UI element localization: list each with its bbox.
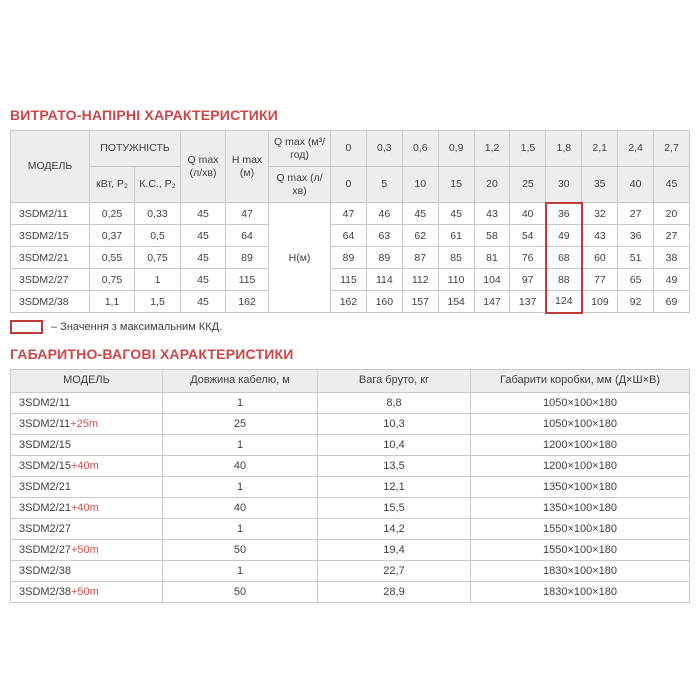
performance-row <box>11 203 690 225</box>
legend-text: – Значення з максимальним ККД. <box>51 320 223 333</box>
dimension-row <box>11 455 690 476</box>
box-dimensions-cell: 1200×100×180 <box>471 455 690 476</box>
flow-m3h-value: 0,6 <box>402 131 438 167</box>
qmax-cell: 45 <box>181 203 226 225</box>
flow-lmin-value: 45 <box>654 167 690 203</box>
head-value-cell: 27 <box>654 225 690 247</box>
flow-lmin-value: 20 <box>474 167 510 203</box>
cable-length-cell: 1 <box>163 518 318 539</box>
column-header: Вага бруто, кг <box>318 369 471 392</box>
header-row-1 <box>11 131 690 167</box>
head-value-cell: 63 <box>366 225 402 247</box>
cable-length-cell: 1 <box>163 434 318 455</box>
dimensions-table <box>10 369 690 603</box>
cable-length-cell: 1 <box>163 476 318 497</box>
head-value-cell: 157 <box>402 291 438 313</box>
power-hp-cell: 1,5 <box>135 291 181 313</box>
cable-suffix: +25m <box>70 417 98 430</box>
head-value-cell: 27 <box>618 203 654 225</box>
model-name: 3SDM2/21 <box>19 501 71 514</box>
cable-length-cell: 40 <box>163 455 318 476</box>
head-value-cell: 162 <box>331 291 367 313</box>
head-value-cell: 160 <box>366 291 402 313</box>
head-value-cell: 38 <box>654 247 690 269</box>
dimension-row <box>11 497 690 518</box>
head-value-cell: 68 <box>546 247 582 269</box>
column-header: Довжина кабелю, м <box>163 369 318 392</box>
flow-m3h-value: 2,4 <box>618 131 654 167</box>
max-efficiency-marker-icon <box>10 320 43 334</box>
power-hp-cell: 1 <box>135 269 181 291</box>
box-dimensions-cell: 1830×100×180 <box>471 581 690 602</box>
model-cell <box>11 581 163 602</box>
flow-lmin-value: 25 <box>510 167 546 203</box>
cable-suffix: +40m <box>70 501 99 514</box>
model-column-header: МОДЕЛЬ <box>11 131 90 203</box>
head-value-cell: 89 <box>331 247 367 269</box>
power-kw-cell: 1,1 <box>90 291 135 313</box>
head-value-cell: 65 <box>618 269 654 291</box>
hmax-column-header: H max (м) <box>226 131 269 203</box>
flow-lmin-value: 10 <box>402 167 438 203</box>
head-value-cell: 45 <box>402 203 438 225</box>
head-value-cell: 97 <box>510 269 546 291</box>
performance-table-header <box>11 131 690 203</box>
dimension-row <box>11 560 690 581</box>
model-name: 3SDM2/21 <box>19 480 71 493</box>
gross-weight-cell: 28,9 <box>318 581 471 602</box>
model-cell <box>11 497 163 518</box>
model-cell: 3SDM2/11 <box>11 203 90 225</box>
flow-lmin-value: 0 <box>331 167 367 203</box>
model-cell <box>11 518 163 539</box>
box-dimensions-cell: 1350×100×180 <box>471 497 690 518</box>
cable-length-cell: 50 <box>163 581 318 602</box>
head-value-cell: 137 <box>510 291 546 313</box>
head-value-cell: 58 <box>474 225 510 247</box>
model-cell <box>11 455 163 476</box>
power-hp-cell: 0,5 <box>135 225 181 247</box>
gross-weight-cell: 10,4 <box>318 434 471 455</box>
head-value-cell: 77 <box>582 269 618 291</box>
box-dimensions-cell: 1200×100×180 <box>471 434 690 455</box>
head-value-cell: 112 <box>402 269 438 291</box>
flow-m3h-value: 0,9 <box>438 131 474 167</box>
dimension-row <box>11 476 690 497</box>
dimension-row <box>11 413 690 434</box>
model-name: 3SDM2/15 <box>19 459 71 472</box>
dimension-row <box>11 392 690 413</box>
gross-weight-cell: 22,7 <box>318 560 471 581</box>
flow-m3h-value: 0,3 <box>366 131 402 167</box>
power-kw-header: кВт, P₂ <box>90 167 135 203</box>
flow-lmin-value: 15 <box>438 167 474 203</box>
gross-weight-cell: 8,8 <box>318 392 471 413</box>
box-dimensions-cell: 1050×100×180 <box>471 392 690 413</box>
head-value-cell: 88 <box>546 269 582 291</box>
hmax-cell: 47 <box>226 203 269 225</box>
flow-m3h-value: 2,7 <box>654 131 690 167</box>
head-value-cell: 104 <box>474 269 510 291</box>
head-value-cell: 43 <box>474 203 510 225</box>
head-value-cell: 36 <box>546 203 582 225</box>
head-value-cell: 109 <box>582 291 618 313</box>
cable-length-cell: 50 <box>163 539 318 560</box>
dimension-row <box>11 539 690 560</box>
cable-length-cell: 25 <box>163 413 318 434</box>
box-dimensions-cell: 1550×100×180 <box>471 539 690 560</box>
head-value-cell: 92 <box>618 291 654 313</box>
box-dimensions-cell: 1050×100×180 <box>471 413 690 434</box>
head-value-cell: 124 <box>546 291 582 313</box>
hmax-cell: 162 <box>226 291 269 313</box>
head-value-cell: 20 <box>654 203 690 225</box>
power-kw-cell: 0,75 <box>90 269 135 291</box>
model-cell <box>11 413 163 434</box>
performance-table <box>10 130 690 314</box>
performance-table-body <box>11 203 690 313</box>
flow-m3h-value: 1,8 <box>546 131 582 167</box>
cable-length-cell: 40 <box>163 497 318 518</box>
qmax-cell: 45 <box>181 247 226 269</box>
model-cell <box>11 434 163 455</box>
flow-lmin-value: 40 <box>618 167 654 203</box>
power-hp-cell: 0,33 <box>135 203 181 225</box>
head-value-cell: 115 <box>331 269 367 291</box>
dimension-row <box>11 518 690 539</box>
model-name: 3SDM2/11 <box>19 417 71 430</box>
performance-row <box>11 269 690 291</box>
head-value-cell: 114 <box>366 269 402 291</box>
head-value-cell: 81 <box>474 247 510 269</box>
head-value-cell: 49 <box>546 225 582 247</box>
head-value-cell: 36 <box>618 225 654 247</box>
flow-m3h-label: Q max (м³/год) <box>269 131 331 167</box>
gross-weight-cell: 12,1 <box>318 476 471 497</box>
cable-length-cell: 1 <box>163 560 318 581</box>
model-name: 3SDM2/27 <box>19 543 71 556</box>
head-value-cell: 45 <box>438 203 474 225</box>
head-value-cell: 89 <box>366 247 402 269</box>
flow-lmin-label: Q max (л/хв) <box>269 167 331 203</box>
box-dimensions-cell: 1830×100×180 <box>471 560 690 581</box>
gross-weight-cell: 15,5 <box>318 497 471 518</box>
hmax-cell: 115 <box>226 269 269 291</box>
flow-lmin-value: 5 <box>366 167 402 203</box>
model-name: 3SDM2/15 <box>19 438 71 451</box>
model-cell: 3SDM2/15 <box>11 225 90 247</box>
flow-m3h-value: 1,2 <box>474 131 510 167</box>
head-unit-cell: Н(м) <box>269 203 331 313</box>
qmax-cell: 45 <box>181 269 226 291</box>
gross-weight-cell: 19,4 <box>318 539 471 560</box>
flow-m3h-value: 0 <box>331 131 367 167</box>
head-value-cell: 69 <box>654 291 690 313</box>
gross-weight-cell: 13,5 <box>318 455 471 476</box>
power-hp-cell: 0,75 <box>135 247 181 269</box>
model-name: 3SDM2/27 <box>19 522 71 535</box>
gross-weight-cell: 10,3 <box>318 413 471 434</box>
dimensions-section-title: ГАБАРИТНО-ВАГОВІ ХАРАКТЕРИСТИКИ <box>10 345 294 362</box>
legend <box>10 320 690 334</box>
head-value-cell: 47 <box>331 203 367 225</box>
power-kw-cell: 0,55 <box>90 247 135 269</box>
head-value-cell: 64 <box>331 225 367 247</box>
head-value-cell: 62 <box>402 225 438 247</box>
head-value-cell: 32 <box>582 203 618 225</box>
head-value-cell: 87 <box>402 247 438 269</box>
dimension-row <box>11 434 690 455</box>
power-column-header: ПОТУЖНІСТЬ <box>90 131 181 167</box>
head-value-cell: 54 <box>510 225 546 247</box>
hmax-cell: 89 <box>226 247 269 269</box>
flow-lmin-value: 35 <box>582 167 618 203</box>
head-value-cell: 43 <box>582 225 618 247</box>
column-header: Габарити коробки, мм (Д×Ш×В) <box>471 369 690 392</box>
model-cell <box>11 539 163 560</box>
head-value-cell: 40 <box>510 203 546 225</box>
head-value-cell: 49 <box>654 269 690 291</box>
power-hp-header: К.С., P₂ <box>135 167 181 203</box>
head-value-cell: 110 <box>438 269 474 291</box>
column-header: МОДЕЛЬ <box>11 369 163 392</box>
gross-weight-cell: 14,2 <box>318 518 471 539</box>
head-value-cell: 76 <box>510 247 546 269</box>
qmax-cell: 45 <box>181 225 226 247</box>
dimensions-table-header <box>11 369 690 392</box>
dimension-row <box>11 581 690 602</box>
qmax-cell: 45 <box>181 291 226 313</box>
model-cell <box>11 392 163 413</box>
model-name: 3SDM2/38 <box>19 585 71 598</box>
model-cell <box>11 476 163 497</box>
cable-suffix: +50m <box>70 585 99 598</box>
cable-suffix: +40m <box>70 459 99 472</box>
cable-suffix: +50m <box>70 543 99 556</box>
header-row-2 <box>11 167 690 203</box>
head-value-cell: 154 <box>438 291 474 313</box>
performance-section-title: ВИТРАТО-НАПІРНІ ХАРАКТЕРИСТИКИ <box>10 107 279 123</box>
model-name: 3SDM2/11 <box>19 396 71 409</box>
power-kw-cell: 0,37 <box>90 225 135 247</box>
head-value-cell: 46 <box>366 203 402 225</box>
head-value-cell: 147 <box>474 291 510 313</box>
power-kw-cell: 0,25 <box>90 203 135 225</box>
model-cell <box>11 560 163 581</box>
model-name: 3SDM2/38 <box>19 564 71 577</box>
flow-lmin-value: 30 <box>546 167 582 203</box>
performance-row <box>11 225 690 247</box>
dimensions-table-body <box>11 392 690 602</box>
header-row <box>11 369 690 392</box>
qmax-column-header: Q max (л/хв) <box>181 131 226 203</box>
hmax-cell: 64 <box>226 225 269 247</box>
model-cell: 3SDM2/38 <box>11 291 90 313</box>
box-dimensions-cell: 1550×100×180 <box>471 518 690 539</box>
head-value-cell: 85 <box>438 247 474 269</box>
model-cell: 3SDM2/21 <box>11 247 90 269</box>
performance-row <box>11 247 690 269</box>
box-dimensions-cell: 1350×100×180 <box>471 476 690 497</box>
head-value-cell: 61 <box>438 225 474 247</box>
head-value-cell: 51 <box>618 247 654 269</box>
performance-row <box>11 291 690 313</box>
model-cell: 3SDM2/27 <box>11 269 90 291</box>
flow-m3h-value: 2,1 <box>582 131 618 167</box>
cable-length-cell: 1 <box>163 392 318 413</box>
flow-m3h-value: 1,5 <box>510 131 546 167</box>
head-value-cell: 60 <box>582 247 618 269</box>
